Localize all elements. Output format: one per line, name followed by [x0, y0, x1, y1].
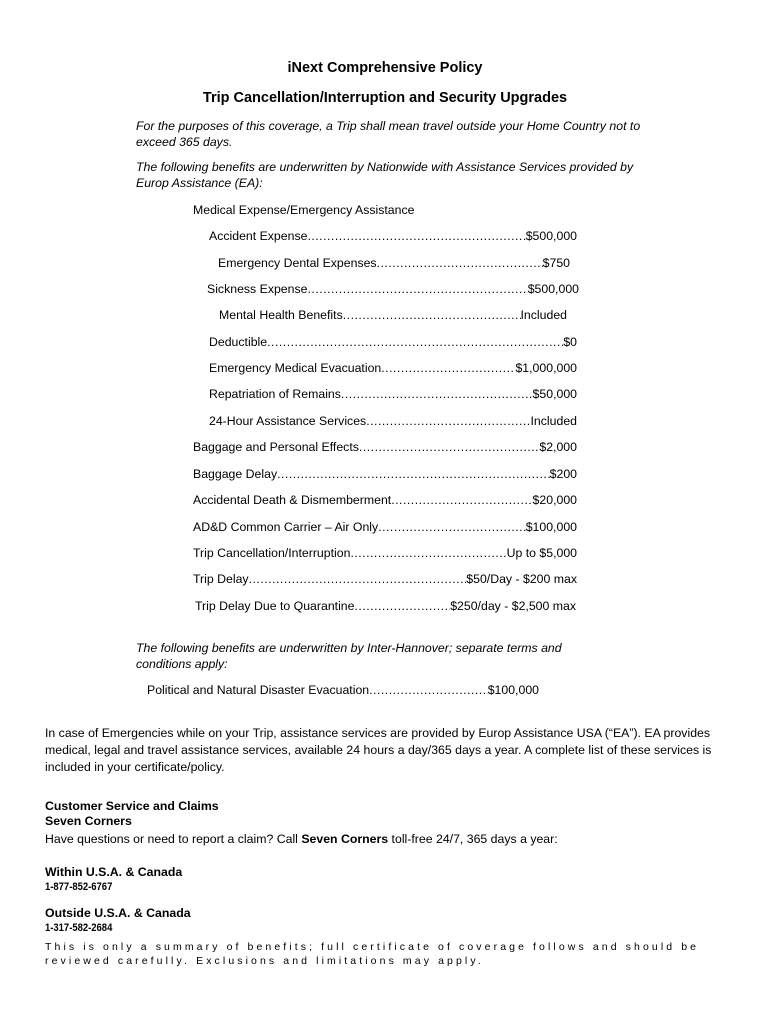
benefit-value: $50/Day - $200 max [466, 572, 577, 586]
claim-instructions [45, 832, 558, 846]
leader-dots [366, 414, 530, 428]
company-name: Seven Corners [45, 814, 132, 828]
leader-dots [391, 493, 532, 507]
benefit-value: Included [530, 414, 577, 428]
claim-text-pre: Have questions or need to report a claim? Call [45, 832, 302, 846]
benefit-row [193, 467, 577, 483]
benefit-value: $0 [563, 335, 577, 349]
benefit-row [195, 599, 576, 615]
leader-dots [377, 256, 543, 270]
benefit-row [209, 361, 577, 377]
benefit-label: Emergency Medical Evacuation [209, 361, 382, 375]
benefit-label: Accidental Death & Dismemberment [193, 493, 392, 507]
benefit-value: Up to $5,000 [506, 546, 577, 560]
benefit-row [218, 256, 570, 272]
nationwide-note: The following benefits are underwritten by Nationwide with Assistance Services provided by Europ Assistance (EA): [136, 160, 634, 190]
benefit-row [193, 546, 577, 562]
leader-dots [354, 599, 450, 613]
benefit-row [209, 387, 577, 403]
claim-company: Seven Corners [301, 832, 389, 846]
benefit-row [207, 282, 579, 298]
benefit-value: $750 [542, 256, 570, 270]
benefit-value: $2,000 [539, 440, 577, 454]
benefit-value: $1,000,000 [515, 361, 577, 375]
customer-service-heading: Customer Service and Claims [45, 799, 219, 813]
leader-dots [307, 282, 527, 296]
benefit-label: Accident Expense [209, 229, 308, 243]
within-usa-phone: 1-877-852-6767 [45, 881, 113, 893]
trip-definition: For the purposes of this coverage, a Trip shall mean travel outside your Home Country not to exceed 365 days. [136, 119, 641, 149]
leader-dots [267, 335, 563, 349]
leader-dots [343, 308, 521, 322]
benefit-label: Trip Delay Due to Quarantine [195, 599, 355, 613]
benefit-value: $200 [549, 467, 577, 481]
outside-usa-phone: 1-317-582-2684 [45, 922, 113, 934]
benefit-row [193, 440, 577, 456]
benefit-value: $500,000 [527, 282, 579, 296]
outside-usa-label: Outside U.S.A. & Canada [45, 906, 191, 920]
benefit-value: $20,000 [532, 493, 577, 507]
benefit-row [193, 520, 577, 536]
benefit-row [209, 335, 577, 351]
page-title: iNext Comprehensive Policy [287, 60, 483, 76]
leader-dots [359, 440, 539, 454]
within-usa-label: Within U.S.A. & Canada [45, 865, 183, 879]
benefit-row [147, 683, 539, 699]
benefit-value: $250/day - $2,500 max [450, 599, 576, 613]
leader-dots [369, 683, 488, 697]
benefit-value: $50,000 [532, 387, 577, 401]
benefit-value: $100,000 [487, 683, 539, 697]
benefit-row [209, 229, 577, 245]
summary-disclaimer: This is only a summary of benefits; full certificate of coverage follows and should be reviewed carefully. Exclusions and limitations may apply. [45, 941, 700, 967]
leader-dots [378, 520, 526, 534]
benefit-row [209, 414, 577, 430]
leader-dots [381, 361, 515, 375]
emergency-paragraph: In case of Emergencies while on your Trip, assistance services are provided by Europ Assistance USA (“EA”). EA provides medical, legal and travel assistance services, available 24 hours a day/365 days a year. A complete list of these services is included in your certificate/policy. [45, 726, 712, 774]
benefit-row [219, 308, 567, 324]
benefit-label: Trip Delay [193, 572, 249, 586]
benefit-label: 24-Hour Assistance Services [209, 414, 367, 428]
benefit-value: $500,000 [525, 229, 577, 243]
inter-hannover-note: The following benefits are underwritten by Inter-Hannover; separate terms and conditions apply: [136, 641, 562, 671]
benefit-label: Mental Health Benefits [219, 308, 343, 322]
medical-heading: Medical Expense/Emergency Assistance [193, 203, 415, 217]
benefit-label: Sickness Expense [207, 282, 308, 296]
leader-dots [249, 572, 467, 586]
benefit-label: Emergency Dental Expenses [218, 256, 377, 270]
leader-dots [307, 229, 525, 243]
leader-dots [350, 546, 506, 560]
benefit-label: AD&D Common Carrier – Air Only [193, 520, 379, 534]
benefit-label: Repatriation of Remains [209, 387, 341, 401]
leader-dots [341, 387, 533, 401]
benefit-label: Deductible [209, 335, 268, 349]
leader-dots [277, 467, 550, 481]
benefit-row [193, 493, 577, 509]
benefit-label: Political and Natural Disaster Evacuation [147, 683, 370, 697]
benefit-value: $100,000 [525, 520, 577, 534]
claim-text-post: toll-free 24/7, 365 days a year: [388, 832, 558, 846]
benefit-label: Baggage Delay [193, 467, 278, 481]
benefit-label: Baggage and Personal Effects [193, 440, 359, 454]
benefit-row [193, 572, 577, 588]
benefit-label: Trip Cancellation/Interruption [193, 546, 351, 560]
page-subtitle: Trip Cancellation/Interruption and Security Upgrades [202, 90, 568, 106]
benefit-value: Included [520, 308, 567, 322]
